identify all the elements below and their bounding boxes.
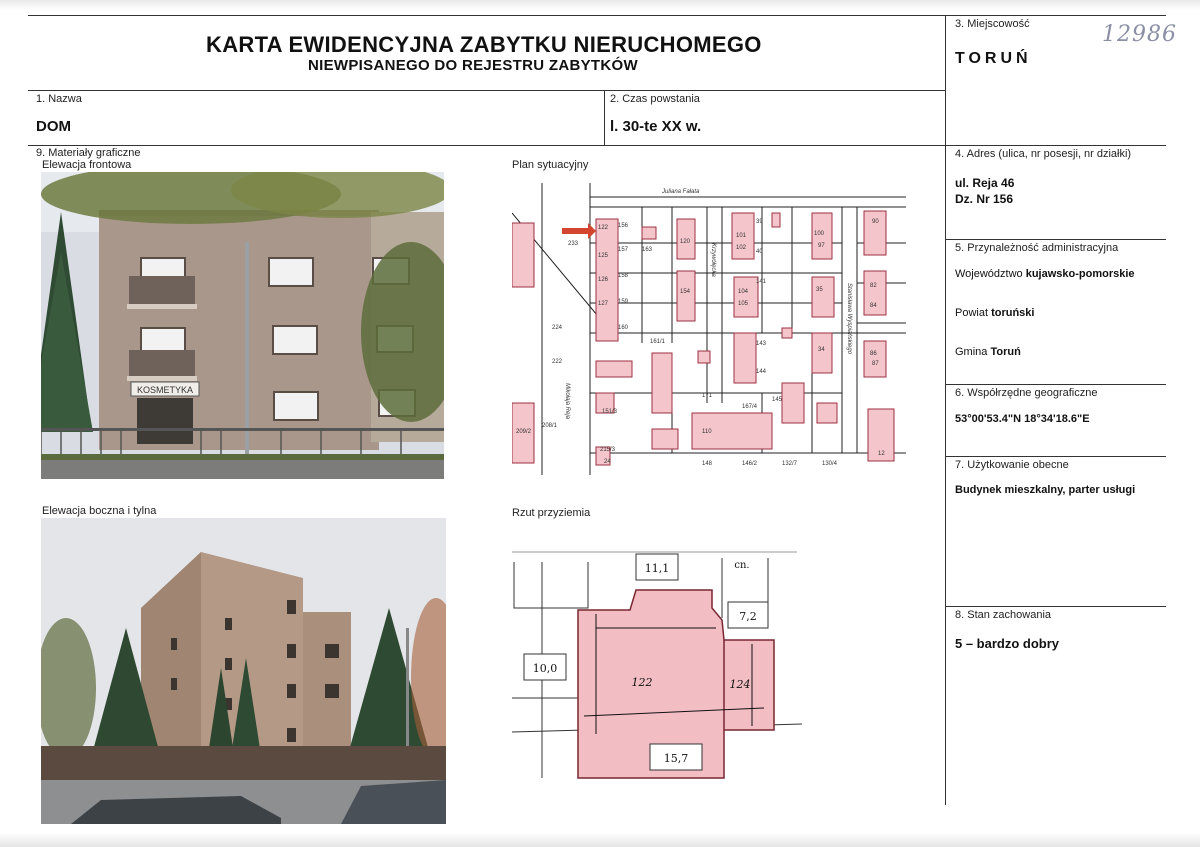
title-right-line [945, 15, 946, 805]
svg-text:141: 141 [756, 279, 767, 285]
site-plan-caption: Plan sytuacyjny [512, 159, 589, 171]
field-1-label: 1. Nazwa [36, 93, 82, 105]
svg-text:224: 224 [552, 325, 563, 331]
card-title: KARTA EWIDENCYJNA ZABYTKU NIERUCHOMEGO [206, 32, 762, 57]
svg-text:cn.: cn. [734, 560, 750, 571]
scan-edge [0, 833, 1200, 847]
svg-text:86: 86 [870, 351, 877, 357]
svg-text:Juliana Fałata: Juliana Fałata [662, 189, 700, 195]
field-2-label: 2. Czas powstania [610, 93, 700, 105]
svg-text:126: 126 [598, 277, 609, 283]
svg-text:143: 143 [756, 341, 767, 347]
svg-text:102: 102 [736, 245, 747, 251]
site-plan-map [512, 183, 906, 475]
field-6-label: 6. Współrzędne geograficzne [955, 387, 1098, 399]
field-5-powiat: Powiat toruński [955, 307, 1035, 319]
f5-bottom-line [946, 384, 1166, 385]
svg-text:146/2: 146/2 [742, 461, 758, 467]
svg-text:208/1: 208/1 [542, 423, 558, 429]
field-7-label: 7. Użytkowanie obecne [955, 459, 1069, 471]
field-4-label: 4. Adres (ulica, nr posesji, nr działki) [955, 148, 1132, 160]
svg-text:127: 127 [598, 301, 609, 307]
svg-text:233: 233 [568, 241, 579, 247]
floor-plan-caption: Rzut przyziemia [512, 507, 591, 519]
svg-text:12: 12 [878, 451, 885, 457]
svg-text:145: 145 [772, 397, 783, 403]
svg-text:154: 154 [680, 289, 691, 295]
svg-text:157: 157 [618, 247, 629, 253]
svg-text:24: 24 [604, 459, 611, 465]
svg-text:39: 39 [756, 219, 763, 225]
svg-text:215/3: 215/3 [600, 447, 616, 453]
inventory-number-handwritten: 12986 [1102, 22, 1177, 47]
svg-text:34: 34 [818, 347, 825, 353]
svg-text:90: 90 [872, 219, 879, 225]
svg-text:97: 97 [818, 243, 825, 249]
svg-text:Stanisława Wyspiańskiego: Stanisława Wyspiańskiego [846, 283, 852, 355]
field-5-gmina: Gmina Toruń [955, 346, 1021, 358]
svg-text:10,0: 10,0 [532, 662, 558, 675]
floor-plan [512, 548, 802, 780]
svg-text:122: 122 [598, 225, 609, 231]
svg-text:120: 120 [680, 239, 691, 245]
svg-text:209/2: 209/2 [516, 429, 532, 435]
svg-text:167/4: 167/4 [742, 404, 758, 410]
name-date-divider [604, 90, 605, 145]
title-bottom-line [28, 90, 946, 91]
name-bottom-line [28, 145, 1166, 146]
frame-top-line [28, 15, 1166, 16]
field-4-address: ul. Reja 46 [955, 176, 1015, 190]
field-3-value: TORUŃ [955, 50, 1032, 67]
card-subtitle: NIEWPISANEGO DO REJESTRU ZABYTKÓW [308, 57, 638, 74]
svg-text:7,2: 7,2 [739, 610, 757, 623]
svg-text:35: 35 [816, 287, 823, 293]
svg-text:101: 101 [736, 233, 747, 239]
svg-text:130/4: 130/4 [822, 461, 838, 467]
svg-text:84: 84 [870, 303, 877, 309]
svg-text:15,7: 15,7 [663, 752, 689, 765]
svg-text:144: 144 [756, 369, 767, 375]
front-elevation-caption: Elewacja frontowa [42, 159, 132, 171]
svg-text:161/1: 161/1 [650, 339, 666, 345]
f7-bottom-line [946, 606, 1166, 607]
field-5-label: 5. Przynależność administracyjna [955, 242, 1119, 254]
svg-text:125: 125 [598, 253, 609, 259]
svg-text:105: 105 [738, 301, 749, 307]
side-elevation-photo [41, 518, 446, 824]
svg-text:132/7: 132/7 [782, 461, 798, 467]
svg-text:163: 163 [642, 247, 653, 253]
field-9-label: 9. Materiały graficzne [36, 147, 141, 159]
svg-text:110: 110 [702, 429, 712, 435]
field-8-label: 8. Stan zachowania [955, 609, 1052, 621]
svg-text:87: 87 [872, 361, 879, 367]
field-6-value: 53°00'53.4"N 18°34'18.6"E [955, 413, 1090, 425]
field-4-parcel: Dz. Nr 156 [955, 192, 1014, 206]
svg-text:100: 100 [814, 231, 825, 237]
svg-text:Mikołaja Reja: Mikołaja Reja [564, 383, 570, 420]
svg-text:158: 158 [618, 273, 629, 279]
scan-edge [0, 0, 1200, 10]
svg-text:Krzywółęcka: Krzywółęcka [710, 243, 716, 277]
svg-text:104: 104 [738, 289, 749, 295]
svg-text:151/3: 151/3 [602, 409, 618, 415]
svg-text:40: 40 [756, 249, 763, 255]
field-2-value: l. 30-te XX w. [610, 118, 702, 135]
field-7-value: Budynek mieszkalny, parter usługi [955, 484, 1136, 496]
svg-text:171: 171 [702, 393, 713, 399]
side-elevation-caption: Elewacja boczna i tylna [42, 505, 157, 517]
f6-bottom-line [946, 456, 1166, 457]
svg-text:82: 82 [870, 283, 877, 289]
svg-text:124: 124 [729, 678, 751, 691]
svg-text:11,1: 11,1 [644, 562, 670, 575]
front-elevation-photo [41, 172, 444, 479]
svg-text:148: 148 [702, 461, 713, 467]
svg-text:160: 160 [618, 325, 629, 331]
svg-text:222: 222 [552, 359, 563, 365]
svg-text:156: 156 [618, 223, 629, 229]
svg-text:122: 122 [631, 676, 653, 689]
field-8-value: 5 – bardzo dobry [955, 636, 1060, 651]
shop-sign: KOSMETYKA [136, 385, 194, 395]
field-3-label: 3. Miejscowość [955, 18, 1030, 30]
field-5-voivodeship: Województwo kujawsko-pomorskie [955, 268, 1135, 280]
f4-bottom-line [946, 239, 1166, 240]
svg-text:159: 159 [618, 299, 629, 305]
field-1-value: DOM [36, 118, 71, 135]
